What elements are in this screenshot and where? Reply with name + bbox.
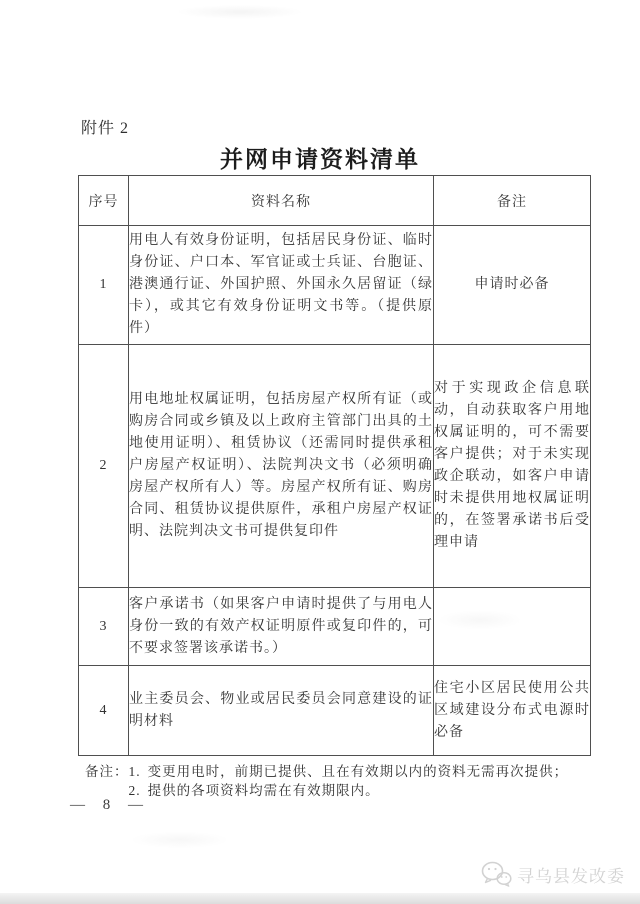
- row-index-cell: 4: [79, 666, 129, 756]
- header-remark: 备注: [434, 176, 591, 226]
- page-number: — 8 —: [70, 797, 145, 813]
- footnote-number: 2.: [128, 783, 141, 798]
- page-bottom-edge: [0, 893, 640, 904]
- table-row: [79, 588, 591, 666]
- footnotes: [85, 762, 585, 800]
- attachment-label: 附件 2: [81, 120, 130, 137]
- remark-cell: 对于实现政企信息联动，自动获取客户用地权属证明的，可不需要客户提供；对于未实现政企联动，如客户申请时未提供用地权属证明的，在签署承诺书后受理申请: [434, 345, 591, 588]
- wechat-icon: [480, 860, 512, 888]
- table-row: [79, 226, 591, 345]
- header-index: 序号: [79, 176, 129, 226]
- source-watermark: [480, 860, 625, 888]
- row-index-cell: 1: [79, 226, 129, 345]
- footnote-item: [129, 781, 569, 800]
- remark-cell: 住宅小区居民使用公共区域建设分布式电源时必备: [434, 666, 591, 756]
- table-row: [79, 345, 591, 588]
- footnotes-label: 备注：: [85, 764, 129, 779]
- remark-cell: 申请时必备: [434, 226, 591, 345]
- table-header-row: [79, 176, 591, 226]
- materials-table: [78, 175, 591, 756]
- footnote-item: [129, 762, 569, 781]
- footnote-text: 提供的各项资料均需在有效期限内。: [147, 783, 380, 798]
- table-row: [79, 666, 591, 756]
- document-title: 并网申请资料清单: [220, 147, 420, 172]
- footnote-text: 变更用电时，前期已提供、且在有效期以内的资料无需再次提供；: [147, 764, 569, 779]
- header-material-name: 资料名称: [129, 176, 434, 226]
- footnotes-list: [129, 762, 569, 800]
- material-name-cell: 用电地址权属证明，包括房屋产权所有证（或购房合同或乡镇及以上政府主管部门出具的土地使用证明）、租赁协议（还需同时提供承租户房屋产权证明）、法院判决文书（必须明确房屋产权所有人）等。房屋产权所有证、购房合同、租赁协议提供原件，承租户房屋产权证明、法院判决文书可提供复印件: [129, 345, 434, 588]
- material-name-cell: 客户承诺书（如果客户申请时提供了与用电人身份一致的有效产权证明原件或复印件的，可不要求签署该承诺书。）: [129, 588, 434, 666]
- row-index-cell: 3: [79, 588, 129, 666]
- material-name-cell: 用电人有效身份证明，包括居民身份证、临时身份证、户口本、军官证或士兵证、台胞证、港澳通行证、外国护照、外国永久居留证（绿卡），或其它有效身份证明文书等。（提供原件）: [129, 226, 434, 345]
- row-index-cell: 2: [79, 345, 129, 588]
- footnote-number: 1.: [128, 764, 141, 779]
- remark-cell: [434, 588, 591, 666]
- material-name-cell: 业主委员会、物业或居民委员会同意建设的证明材料: [129, 666, 434, 756]
- watermark-source-name: 寻乌县发改委: [517, 866, 625, 886]
